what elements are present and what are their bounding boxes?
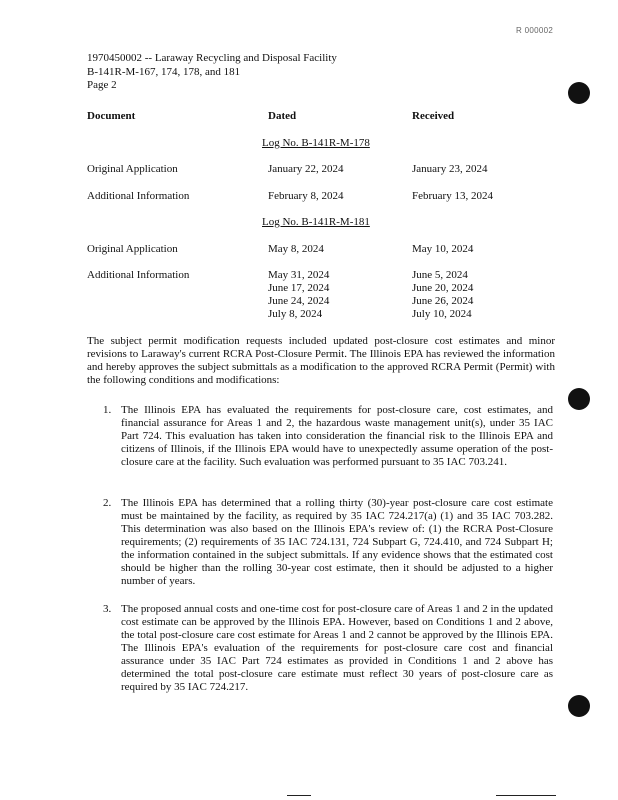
- row-document: Original Application: [87, 243, 178, 255]
- date-entry: June 24, 2024: [268, 295, 330, 307]
- date-entry: June 20, 2024: [412, 282, 474, 294]
- item-number: 1.: [103, 404, 112, 416]
- column-header-document: Document: [87, 110, 136, 122]
- condition-1-text: The Illinois EPA has evaluated the requirements for post-closure care, cost estimates, and financial assurance for Areas 1 and 2, the hazardous waste management unit(s), under 35 IAC Part 724. This evaluation has taken into consideration the financial risk to the Illinois EPA and citizens of Illinois, if the Illinois EPA would have to unexpectedly assume operation of the post-closure care at the facility. Such evaluation was performed pursuant to 35 IAC 703.241.: [121, 404, 553, 468]
- scan-mark: [287, 795, 311, 796]
- row-document: Original Application: [87, 163, 178, 175]
- header-facility-line: 1970450002 -- Laraway Recycling and Disposal Facility: [87, 52, 337, 64]
- date-entry: July 8, 2024: [268, 308, 323, 320]
- column-header-dated: Dated: [268, 110, 297, 122]
- date-entry: May 31, 2024: [268, 269, 330, 281]
- column-header-received: Received: [412, 110, 455, 122]
- row-document: Additional Information: [87, 190, 190, 202]
- row-received: January 23, 2024: [412, 163, 488, 175]
- punch-hole-bottom: [568, 695, 590, 717]
- row-dated: January 22, 2024: [268, 163, 344, 175]
- row-dated: February 8, 2024: [268, 190, 344, 202]
- page-stamp: R 000002: [516, 26, 554, 35]
- log-title-178: Log No. B-141R-M-178: [262, 137, 370, 149]
- date-entry: July 10, 2024: [412, 308, 472, 320]
- header-page-number: Page 2: [87, 79, 117, 91]
- log-title-181: Log No. B-141R-M-181: [262, 216, 370, 228]
- row-received: February 13, 2024: [412, 190, 493, 202]
- letter-header: [87, 52, 337, 93]
- punch-hole-middle: [568, 388, 590, 410]
- date-entry: June 26, 2024: [412, 295, 474, 307]
- punch-hole-top: [568, 82, 590, 104]
- row-dated: May 8, 2024: [268, 243, 324, 255]
- intro-paragraph: The subject permit modification requests included updated post-closure cost estimates and minor revisions to Laraway's current RCRA Post-Closure Permit. The Illinois EPA has reviewed the information and hereby approves the subject submittals as a modification to the approved RCRA Permit (Permit) with the following conditions and modifications:: [87, 335, 555, 386]
- item-number: 2.: [103, 497, 112, 509]
- header-log-numbers: B-141R-M-167, 174, 178, and 181: [87, 65, 241, 78]
- item-number: 3.: [103, 603, 112, 615]
- date-entry: June 5, 2024: [412, 269, 468, 281]
- row-dated-list: [268, 269, 329, 321]
- row-received: May 10, 2024: [412, 243, 474, 255]
- condition-2-text: The Illinois EPA has determined that a rolling thirty (30)-year post-closure care cost estimate must be maintained by the facility, as required by 35 IAC 724.217(a) (1) and 35 IAC 703.282. This determination was also based on the Illinois EPA's review of: (1) the RCRA Post-Closure requirements; (2) requirements of 35 IAC 724.131, 724 Subpart G, 724.410, and 724 Subpart H; the information contained in the subject submittals. If any evidence shows that the estimated cost should be higher than the rolling 30-year cost estimate, then it should be adjusted to a higher number of years.: [121, 497, 553, 587]
- condition-3-text: The proposed annual costs and one-time cost for post-closure care of Areas 1 and 2 in the updated cost estimate can be approved by the Illinois EPA. However, based on Conditions 1 and 2 above, the total post-closure care cost estimate for Areas 1 and 2 cannot be approved by the Illinois EPA. The Illinois EPA's evaluation of the requirements for post-closure care cost and financial assurance under 35 IAC Part 724 estimates as provided in Conditions 1 and 2 above has determined the total post-closure care estimate must reflect 30 years of post-closure care as required by 35 IAC 724.217.: [121, 603, 553, 693]
- date-entry: June 17, 2024: [268, 282, 330, 294]
- row-document: Additional Information: [87, 269, 190, 281]
- scan-mark: [496, 795, 556, 796]
- row-received-list: [412, 269, 473, 321]
